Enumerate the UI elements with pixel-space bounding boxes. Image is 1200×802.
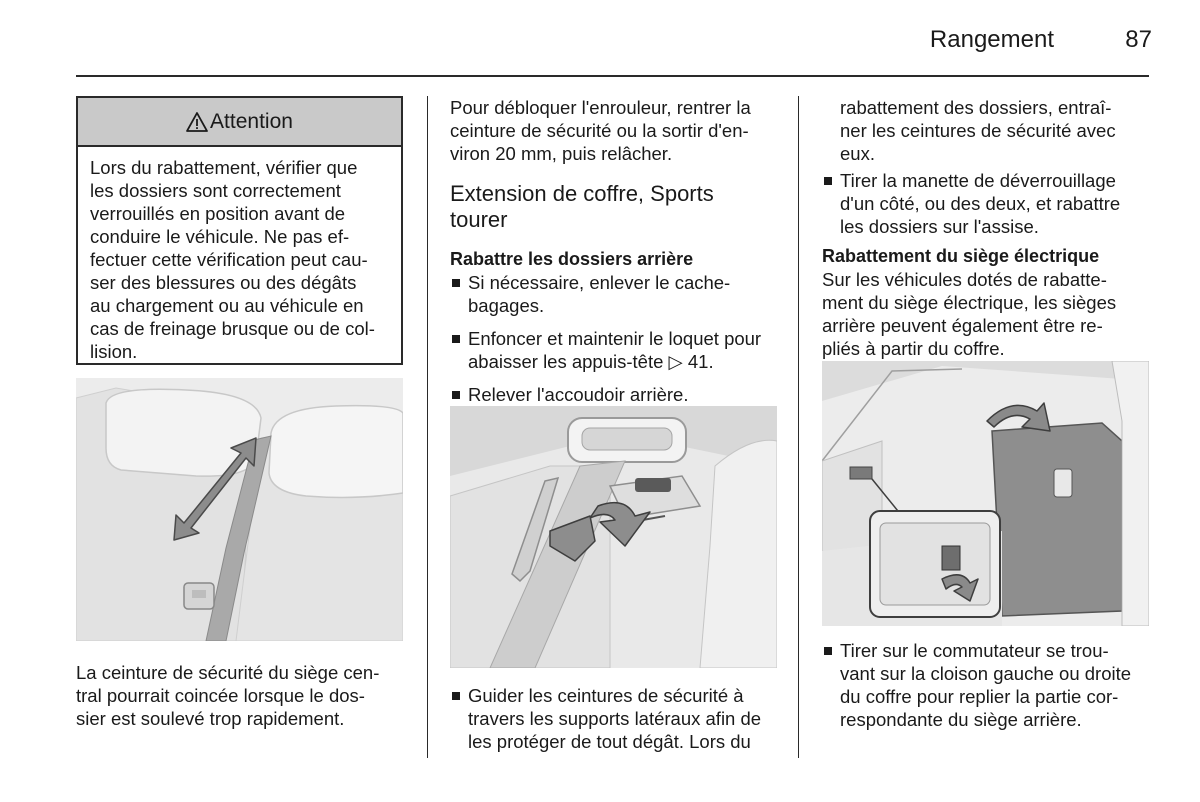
list-item [450, 684, 780, 753]
armrest-latch-illustration [450, 406, 777, 668]
retractor-paragraph [450, 96, 780, 165]
paragraph-line: Sur les véhicules dotés de rabatte- [822, 269, 1107, 290]
paragraph-line: Pour débloquer l'enrouleur, rentrer la [450, 97, 751, 118]
bullet-square-icon [824, 177, 832, 185]
page-header-title: Rangement [929, 26, 1054, 53]
list-item-line: vant sur la cloison gauche ou droite [840, 663, 1132, 684]
belt-caption [76, 661, 406, 730]
paragraph-line: viron 20 mm, puis relâcher. [450, 143, 673, 164]
list-item [450, 271, 780, 317]
bullet-square-icon [452, 335, 460, 343]
warning-line: au chargement ou au véhicule en [90, 295, 364, 316]
list-item [822, 169, 1152, 238]
section-title-line: Extension de coffre, Sports [450, 181, 714, 206]
bullet-list [822, 639, 1152, 731]
release-handle-step [822, 169, 1152, 248]
bullet-square-icon [452, 391, 460, 399]
paragraph-line: ner les ceintures de sécurité avec [840, 120, 1116, 141]
list-item-line: Relever l'accoudoir arrière. [468, 384, 689, 405]
subheading: Rabattement du siège électrique [822, 246, 1100, 266]
bullet-square-icon [452, 279, 460, 287]
guide-belts-step [450, 684, 780, 763]
warning-line: les dossiers sont correctement [90, 180, 341, 201]
warning-title: Attention [210, 109, 293, 133]
list-item-line: bagages. [468, 295, 545, 316]
column-divider-1 [427, 96, 428, 758]
column-divider-2 [798, 96, 799, 758]
caption-line: La ceinture de sécurité du siège cen- [76, 662, 380, 683]
warning-body [78, 147, 401, 363]
electric-seat-section [822, 245, 1152, 360]
paragraph-line: arrière peuvent également être re- [822, 315, 1103, 336]
continuation-paragraph [840, 96, 1150, 165]
section-title [450, 181, 780, 233]
header-rule [76, 75, 1149, 77]
bullet-square-icon [452, 692, 460, 700]
paragraph-line: eux. [840, 143, 875, 164]
warning-line: cas de freinage brusque ou de col- [90, 318, 375, 339]
paragraph-line: rabattement des dossiers, entraî- [840, 97, 1112, 118]
list-item-line: d'un côté, ou des deux, et rabattre [840, 193, 1121, 214]
warning-line: conduire le véhicule. Ne pas ef- [90, 226, 350, 247]
list-item-line: Tirer sur le commutateur se trou- [840, 640, 1109, 661]
list-item [450, 327, 780, 373]
paragraph-line: ment du siège électrique, les sièges [822, 292, 1117, 313]
bullet-list [450, 271, 780, 406]
warning-line: verrouillés en position avant de [90, 203, 346, 224]
bullet-list [450, 684, 780, 753]
warning-line: lision. [90, 341, 138, 362]
warning-line: fectuer cette vérification peut cau- [90, 249, 368, 270]
warning-line: Lors du rabattement, vérifier que [90, 157, 358, 178]
seat-belt-illustration [76, 378, 403, 641]
paragraph-line: ceinture de sécurité ou la sortir d'en- [450, 120, 749, 141]
list-item-line: abaisser les appuis-tête ▷ 41. [468, 351, 714, 372]
page-number: 87 [1125, 26, 1152, 53]
section-title-line: tourer [450, 207, 508, 232]
warning-line: ser des blessures ou des dégâts [90, 272, 357, 293]
caption-line: tral pourrait coincée lorsque le dos- [76, 685, 365, 706]
list-item [822, 639, 1152, 731]
caption-line: sier est soulevé trop rapidement. [76, 708, 345, 729]
list-item-line: Enfoncer et maintenir le loquet pour [468, 328, 762, 349]
list-item-line: les protéger de tout dégât. Lors du [468, 731, 751, 752]
warning-header [78, 98, 401, 147]
warning-triangle-icon [186, 112, 208, 132]
fold-steps [450, 248, 780, 416]
list-item-line: travers les supports latéraux afin de [468, 708, 762, 729]
list-item-line: Guider les ceintures de sécurité à [468, 685, 744, 706]
list-item-line: Tirer la manette de déverrouillage [840, 170, 1116, 191]
list-item [450, 383, 780, 406]
warning-box [76, 96, 403, 365]
switch-step [822, 639, 1152, 741]
list-item-line: du coffre pour replier la partie cor- [840, 686, 1119, 707]
bullet-list [822, 169, 1152, 238]
list-item-line: Si nécessaire, enlever le cache- [468, 272, 731, 293]
list-item-line: les dossiers sur l'assise. [840, 216, 1039, 237]
paragraph-line: pliés à partir du coffre. [822, 338, 1005, 359]
bullet-square-icon [824, 647, 832, 655]
subheading: Rabattre les dossiers arrière [450, 249, 694, 269]
list-item-line: respondante du siège arrière. [840, 709, 1082, 730]
trunk-switch-illustration [822, 361, 1149, 626]
